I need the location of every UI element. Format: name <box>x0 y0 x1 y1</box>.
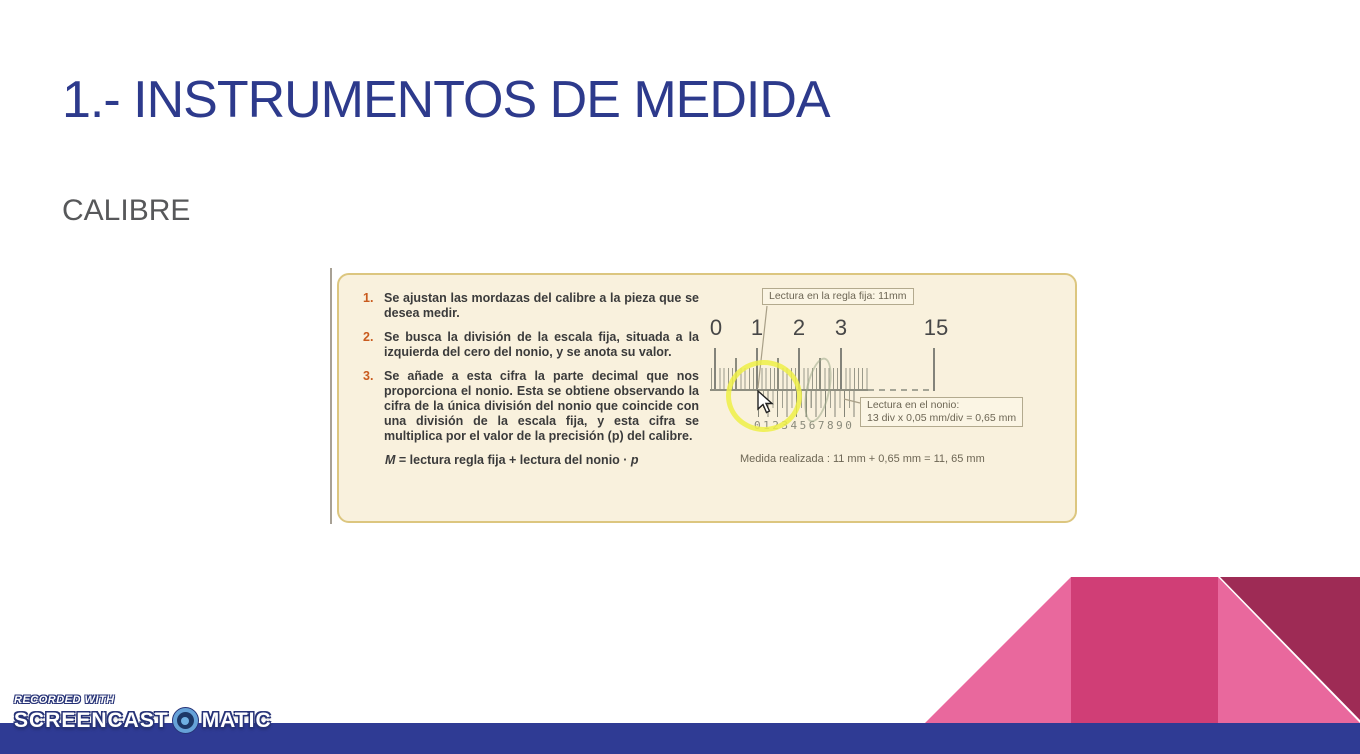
step-item-2 <box>363 330 699 360</box>
slide-subtitle: CALIBRE <box>62 194 191 227</box>
scale-number-15: 15 <box>923 315 949 340</box>
label-regla-fija: Lectura en la regla fija: 11mm <box>762 288 914 305</box>
step-text: Se busca la división de la escala fija, situada a la izquierda del cero del nonio, y se anota su valor. <box>384 330 699 359</box>
watermark-brand-right: MATIC <box>201 708 272 732</box>
steps-list <box>363 291 699 467</box>
watermark-brand <box>14 707 272 734</box>
scale-number-2: 2 <box>792 315 806 340</box>
step-item-3 <box>363 369 699 444</box>
label-nonio <box>860 397 1023 427</box>
decorative-triangles <box>900 577 1360 723</box>
step-item-1 <box>363 291 699 321</box>
ruler-end-tick <box>933 348 935 391</box>
formula-mid: = lectura regla fija + lectura del nonio · <box>395 453 631 467</box>
watermark-brand-left: SCREENCAST <box>14 708 169 732</box>
scale-number-0: 0 <box>709 315 723 340</box>
nonio-scale-digits: 01234567890 <box>754 419 855 432</box>
formula-m: M <box>385 453 396 467</box>
formula <box>385 453 699 467</box>
watermark <box>14 694 272 734</box>
mouse-cursor-icon <box>757 390 775 416</box>
scale-number-3: 3 <box>834 315 848 340</box>
scale-number-1: 1 <box>750 315 764 340</box>
step-number: 2. <box>363 330 374 344</box>
scan-edge-line <box>330 268 332 524</box>
page-title: 1.- INSTRUMENTOS DE MEDIDA <box>62 71 830 129</box>
label-nonio-line1: Lectura en el nonio: <box>867 399 960 411</box>
medida-realizada-text: Medida realizada : 11 mm + 0,65 mm = 11, 65 mm <box>740 453 985 465</box>
label-nonio-line2: 13 div x 0,05 mm/div = 0,65 mm <box>867 412 1017 424</box>
ruler-cm-tick <box>714 348 716 389</box>
step-text: Se añade a esta cifra la parte decimal que nos proporciona el nonio. Esta se obtiene observando la cifra de la única división del nonio que coincide con una división de la escala fija, y esta cifra se multiplica por el valor de la precisión (p) del calibre. <box>384 369 699 443</box>
step-number: 1. <box>363 291 374 305</box>
step-text: Se ajustan las mordazas del calibre a la pieza que se desea medir. <box>384 291 699 320</box>
step-number: 3. <box>363 369 374 383</box>
formula-p: p <box>630 453 639 467</box>
watermark-recorded-with: RECORDED WITH <box>14 694 115 706</box>
screencastomatic-icon <box>172 707 199 734</box>
